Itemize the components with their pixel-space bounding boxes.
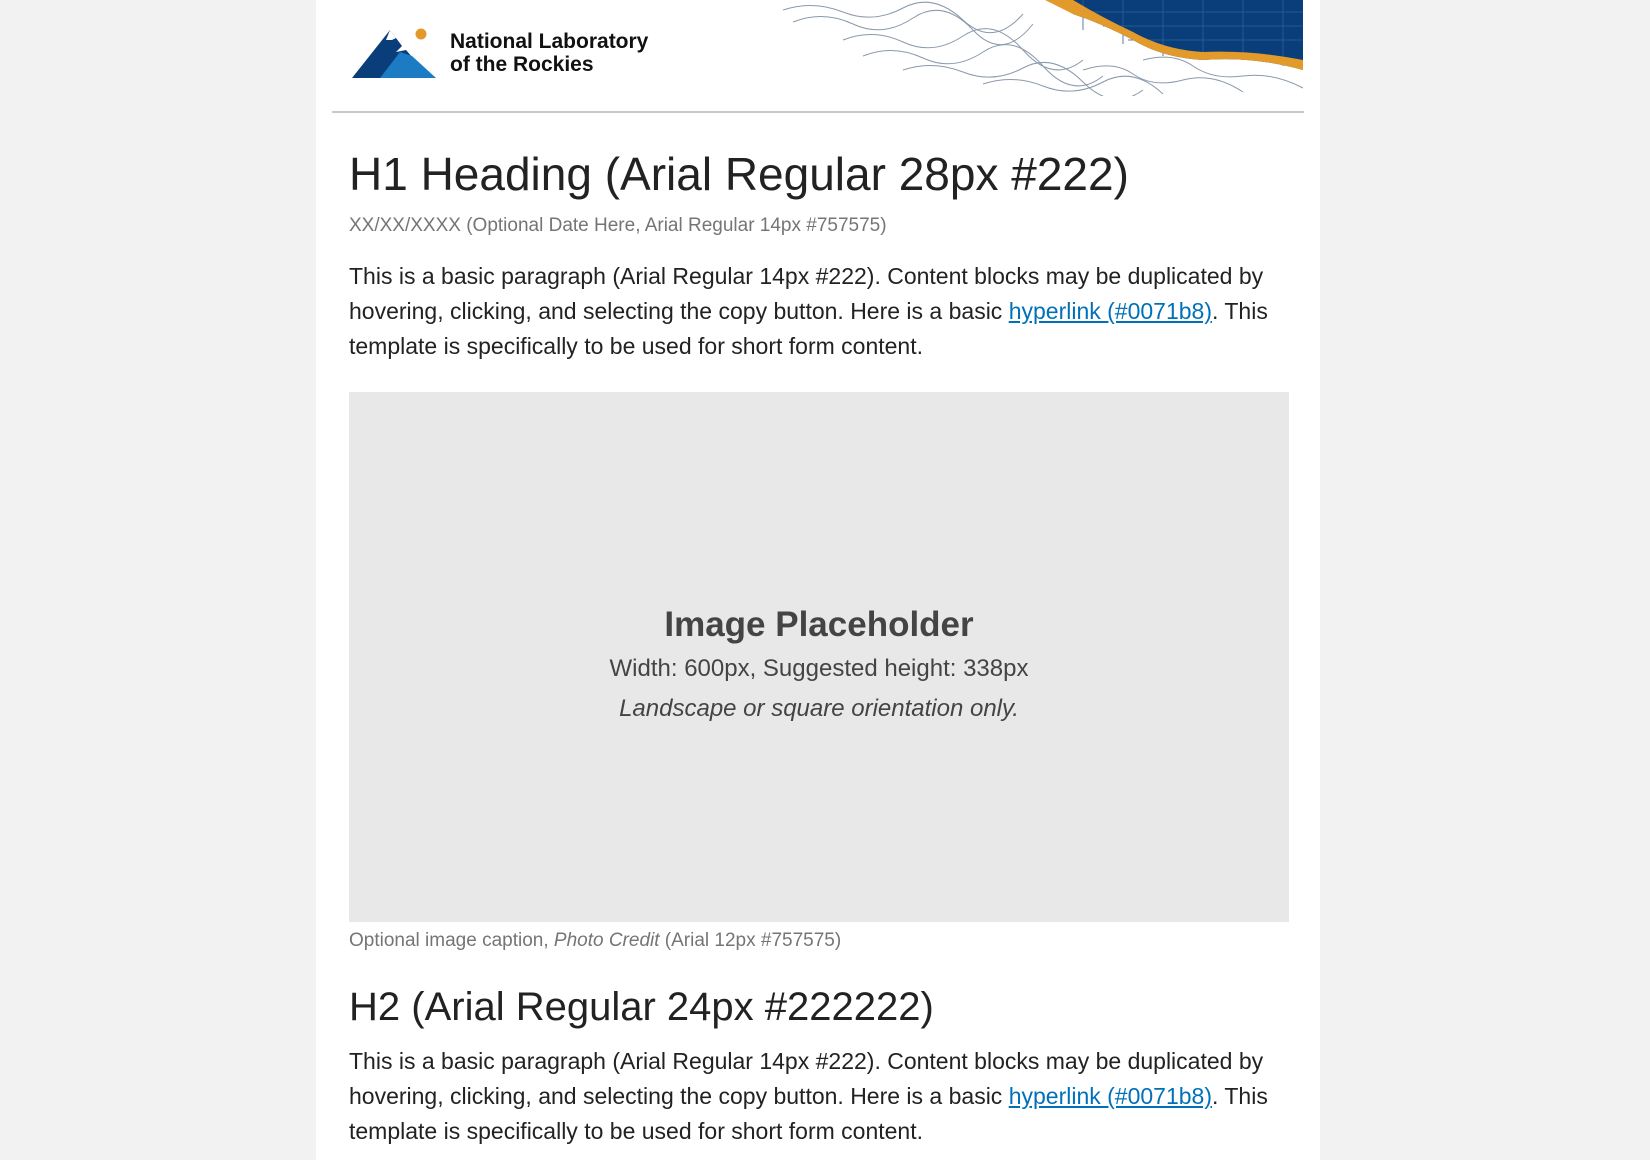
mountain-sun-logo-icon [350, 26, 438, 80]
hyperlink-1[interactable]: hyperlink (#0071b8) [1008, 298, 1212, 324]
content [349, 113, 1289, 1149]
topographic-banner [783, 0, 1303, 96]
email-header [316, 0, 1320, 112]
paragraph-1 [349, 259, 1289, 364]
email-body [316, 0, 1320, 1160]
date-line: XX/XX/XXXX (Optional Date Here, Arial Regular 14px #757575) [349, 215, 887, 236]
paragraph-2-text-start: This is a basic paragraph (Arial Regular 14px #222). Content blocks may be duplicated by hovering, clicking, and selecting the copy button. Here is a basic [349, 1048, 1264, 1109]
logo[interactable] [350, 26, 648, 80]
paragraph-1-text-end: . This template is specifically to be used for short form content. [349, 298, 1268, 359]
paragraph-2-text-end: . This template is specifically to be used for short form content. [349, 1083, 1268, 1144]
caption-text: Optional image caption, [349, 930, 554, 951]
image-placeholder-title: Image Placeholder [664, 605, 974, 644]
caption-spec: (Arial 12px #757575) [659, 930, 842, 951]
image-placeholder-note: Landscape or square orientation only. [619, 695, 1019, 722]
logo-line-2: of the Rockies [450, 53, 594, 76]
photo-credit: Photo Credit [553, 930, 660, 951]
paragraph-1-text-start: This is a basic paragraph (Arial Regular 14px #222). Content blocks may be duplicated by hovering, clicking, and selecting the copy button. Here is a basic [349, 263, 1264, 324]
image-placeholder-dimensions: Width: 600px, Suggested height: 338px [609, 655, 1029, 682]
page-title: H1 Heading (Arial Regular 28px #222) [349, 148, 1129, 200]
logo-wordmark [450, 30, 648, 76]
image-placeholder [349, 392, 1289, 922]
paragraph-2 [349, 1044, 1289, 1149]
logo-line-1: National Laboratory [450, 30, 649, 53]
hyperlink-2[interactable]: hyperlink (#0071b8) [1008, 1083, 1212, 1109]
section-heading: H2 (Arial Regular 24px #222222) [349, 985, 934, 1029]
image-caption [349, 930, 1289, 952]
